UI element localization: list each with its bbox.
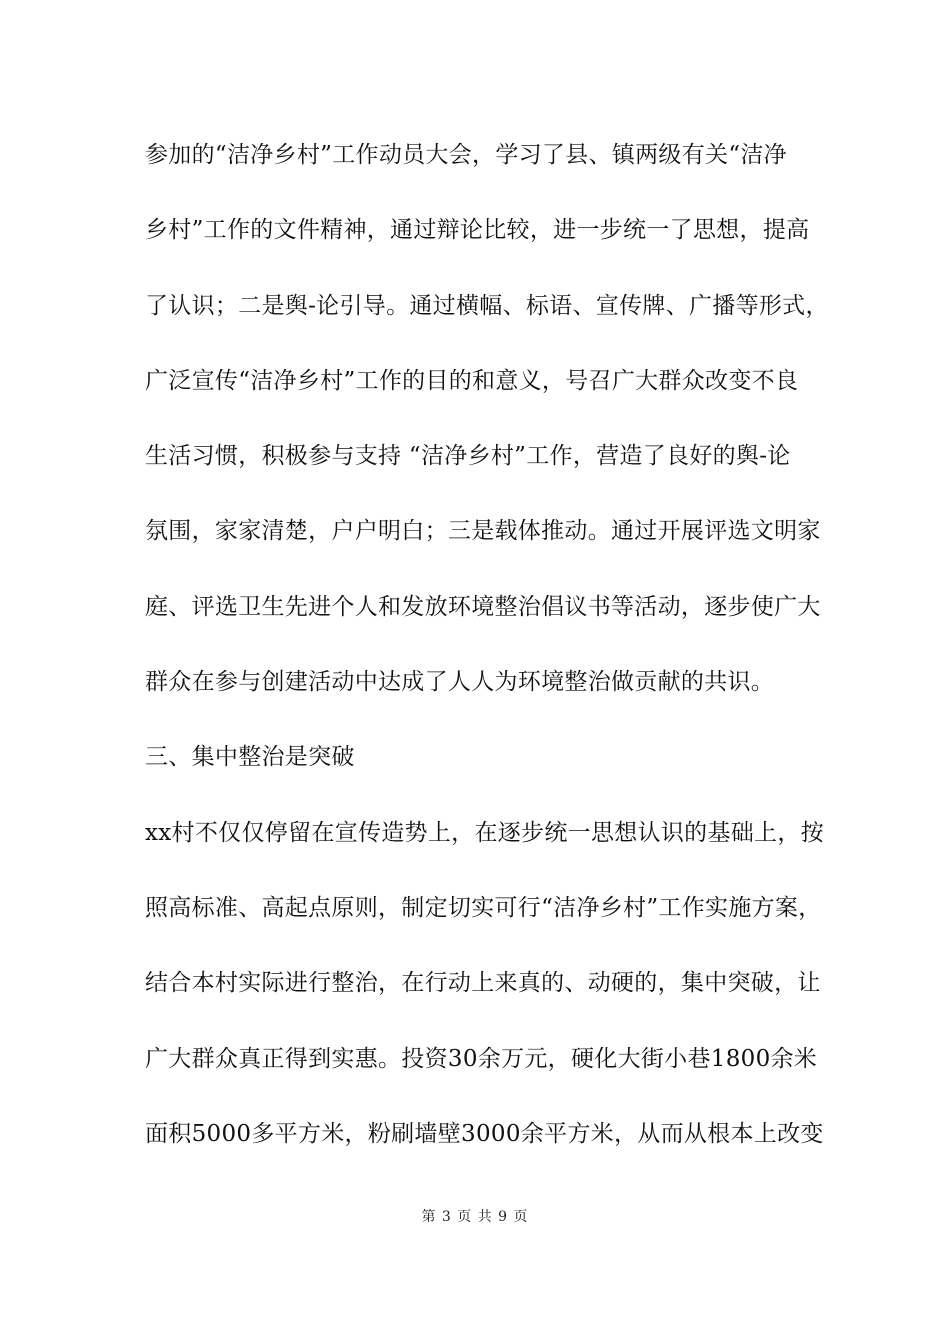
text-line: 群众在参与创建活动中达成了人人为环境整治做贡献的共识。 bbox=[145, 669, 775, 696]
text-line: 氛围，家家清楚，户户明白；三是载体推动。通过开展评选文明家 bbox=[145, 518, 821, 545]
text-line: 广大群众真正得到实惠。投资30余万元，硬化大街小巷1800余米 bbox=[145, 1045, 818, 1072]
text-line: 面积5000多平方米，粉刷墙壁3000余平方米，从而从根本上改变 bbox=[145, 1120, 824, 1147]
text-line: 庭、评选卫生先进个人和发放环境整治倡议书等活动，逐步使广大 bbox=[145, 593, 821, 620]
body-text bbox=[145, 133, 835, 1187]
text-line: 了认识；二是舆-论引导。通过横幅、标语、宣传牌、广播等形式， bbox=[145, 292, 829, 319]
text-line: xx村不仅仅停留在宣传造势上，在逐步统一思想认识的基础上，按 bbox=[145, 819, 824, 846]
text-line: 乡村”工作的文件精神，通过辩论比较，进一步统一了思想，提高 bbox=[145, 217, 810, 244]
text-line: 生活习惯，积极参与支持 “洁净乡村”工作，营造了良好的舆-论 bbox=[145, 443, 791, 470]
text-line: 广泛宣传“洁净乡村”工作的目的和意义，号召广大群众改变不良 bbox=[145, 367, 799, 394]
text-line: 参加的“洁净乡村”工作动员大会，学习了县、镇两级有关“洁净 bbox=[145, 142, 787, 168]
page-number-footer: 第 3 页 共 9 页 bbox=[421, 1209, 529, 1225]
text-line: 结合本村实际进行整治，在行动上来真的、动硬的，集中突破，让 bbox=[145, 970, 821, 997]
text-line: 照高标准、高起点原则，制定切实可行“洁净乡村”工作实施方案， bbox=[145, 894, 822, 921]
section-heading: 三、集中整治是突破 bbox=[145, 744, 355, 771]
